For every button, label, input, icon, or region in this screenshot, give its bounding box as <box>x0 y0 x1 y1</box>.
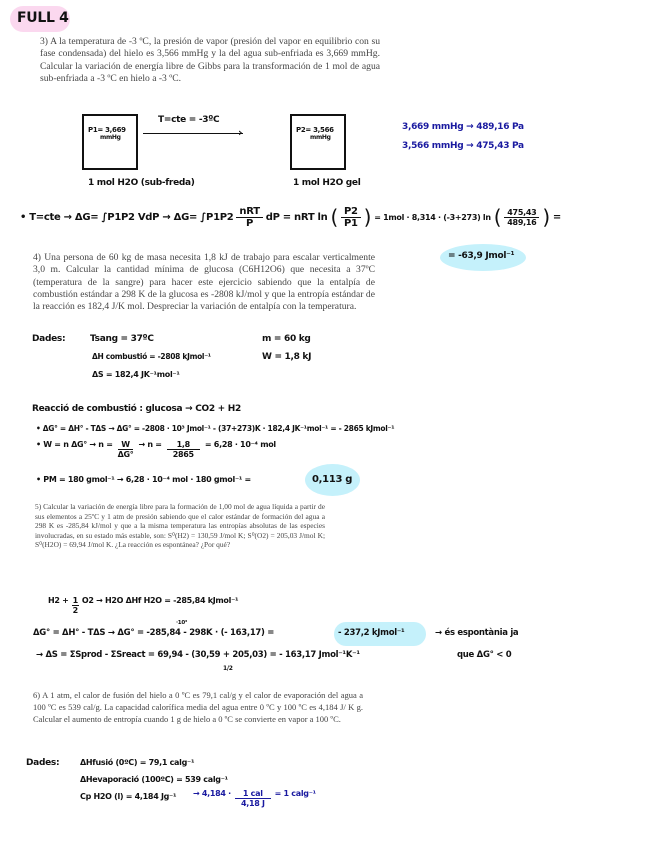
q6-conv-num: 1 cal <box>235 789 271 799</box>
q5-result: - 237,2 kJmol⁻¹ <box>338 628 405 638</box>
eq-equals: = <box>552 211 561 223</box>
box1-pressure: P1= 3,669 <box>88 126 126 134</box>
eq-part-c: = 1mol · 8,314 · (-3+273) ln <box>374 212 491 222</box>
q4-data-1: Tsang = 37ºC <box>90 334 154 344</box>
arrow-label: T=cte = -3ºC <box>158 115 220 125</box>
q5-half-num: 1 <box>72 596 78 605</box>
q4-step-2-c: = 6,28 · 10⁻⁴ mol <box>204 440 276 449</box>
eq-p-den: P1 <box>343 217 358 229</box>
page-title: FULL 4 <box>17 10 69 26</box>
q4-step-2-a: • W = n ΔG° → n = <box>36 440 113 449</box>
box1-unit: mmHg <box>100 134 121 141</box>
q6-dades-label: Dades: <box>26 758 60 768</box>
box1-label: 1 mol H2O (sub-freda) <box>88 178 195 188</box>
q5-conclusion-1: → és espontània ja <box>435 628 519 638</box>
question-5-statement: 5) Calcular la variación de energía libre para la formación de 1,00 mol de agua líquida a partir de sus elementos a 25ºC y 1 atm de presión sabiendo que el calor estándar de formación del agua a 298 K es -285,84 kJ/mol y que a la misma temperatura las entropías absolutas de las especies involucradas, en su estado más estable, son: S⁰(H2) = 130,59 J/mol K; S⁰(O2) = 205,03 J/mol K; S⁰(H2O) = 69,94 J/mol K. ¿La reacción es espontánea? ¿Por qué? <box>35 502 325 550</box>
q3-equation: • T=cte → ΔG= ∫P1P2 VdP → ΔG= ∫P1P2 $\frac{\text{nRT}}{P}$ dP = nRT ln ( $\frac{P2}{P1}$ ) = 1mol · 8,314 · (-3+273) ln ( $\frac{475,43}{489,16}$ ) = <box>20 205 561 229</box>
q4-data-3: ΔS = 182,4 JK⁻¹mol⁻¹ <box>92 370 180 379</box>
q5-reaction-b: O2 → H2O ΔHf H2O = -285,84 kJmol⁻¹ <box>81 596 239 605</box>
q3-result: = -63,9 Jmol⁻¹ <box>448 251 515 261</box>
q5-conclusion-2: que ΔG° < 0 <box>457 650 512 660</box>
eq-v-num: 475,43 <box>504 208 539 218</box>
question-4-statement: 4) Una persona de 60 kg de masa necesita 1,8 kJ de trabajo para escalar verticalmente 3,0 m. Calcular la cantidad mínima de glucosa (C6H12O6) que necesita a 37ºC (temperatura de la sangre) para hacer este ejercicio sabiendo que la entalpía de combustión estándar a 298 K de la glucosa es -2808 kJ/mol y que la entropía estándar de la reacción es 182,4 J/K mol. Despreciar la variación de entalpía con la temperatura. <box>33 252 375 313</box>
eq-v-den: 489,16 <box>507 217 537 227</box>
q4-reaction: Reacció de combustió : glucosa → CO2 + H2 <box>32 404 241 414</box>
q6-conv-a: → 4,184 · <box>193 789 231 798</box>
q5-reaction-a: H2 + <box>48 596 69 605</box>
q5-sup: ·10³ <box>176 620 187 626</box>
eq-part-a: • T=cte → ΔG= ∫P1P2 VdP → ΔG= ∫P1P2 <box>20 211 234 223</box>
q4-result: 0,113 g <box>312 474 353 485</box>
q4-step-3: • PM = 180 gmol⁻¹ → 6,28 · 10⁻⁴ mol · 180 gmol⁻¹ = <box>36 475 251 484</box>
q5-half-den: 2 <box>72 606 78 615</box>
state-box-2 <box>290 114 346 170</box>
conversion-1: 3,669 mmHg → 489,16 Pa <box>402 122 524 132</box>
box2-unit: mmHg <box>310 134 331 141</box>
q4-data-5: W = 1,8 kJ <box>262 352 312 362</box>
q4-frac2-den: 2865 <box>172 450 194 459</box>
q4-step-2 <box>36 440 276 459</box>
box2-pressure: P2= 3,566 <box>296 126 334 134</box>
q4-frac1-num: W <box>118 440 133 450</box>
eq-part-b: dP = nRT ln <box>265 211 328 223</box>
arrow-head-icon: › <box>238 126 243 139</box>
q4-frac1-den: ΔG° <box>117 450 134 459</box>
q5-half-note: 1/2 <box>223 665 233 672</box>
q6-conversion <box>193 789 316 808</box>
q4-step-1: • ΔG° = ΔH° - TΔS → ΔG° = -2808 · 10³ Jmol⁻¹ - (37+273)K · 182,4 JK⁻¹mol⁻¹ = - 2865 kJmol⁻¹ <box>36 424 395 433</box>
eq-frac-den: P <box>246 217 254 229</box>
q6-conv-den: 4,18 J <box>240 799 265 808</box>
q6-data-3: Cp H2O (l) = 4,184 Jg⁻¹ <box>80 792 177 801</box>
question-3-statement: 3) A la temperatura de -3 ºC, la presión de vapor (presión del vapor en equilibrio con su fase condensada) del hielo es 3,566 mmHg y la del agua sub-enfriada es 3,669 mmHg. Calcular la variación de energía libre de Gibbs para la transformación de 1 mol de agua sub-enfriada a -3 ºC en hielo a -3 ºC. <box>40 36 380 84</box>
q4-data-2: ΔH combustió = -2808 kJmol⁻¹ <box>92 352 211 361</box>
q6-conv-b: = 1 calg⁻¹ <box>274 789 316 798</box>
eq-p-num: P2 <box>341 206 361 218</box>
q4-step-2-b: → n = <box>138 440 162 449</box>
q5-reaction <box>48 596 238 615</box>
q4-frac2-num: 1,8 <box>167 440 200 450</box>
q4-data-4: m = 60 kg <box>262 334 311 344</box>
process-arrow <box>143 133 243 134</box>
q5-line-1: ΔG° = ΔH° - TΔS → ΔG° = -285,84 - 298K · (- 163,17) = <box>33 628 275 638</box>
box2-label: 1 mol H2O gel <box>293 178 361 188</box>
eq-frac-num: nRT <box>236 206 262 218</box>
state-box-1 <box>82 114 138 170</box>
q6-data-2: ΔHevaporació (100ºC) = 539 calg⁻¹ <box>80 775 228 784</box>
q4-dades-label: Dades: <box>32 334 66 344</box>
q5-line-2: → ΔS = ΣSprod - ΣSreact = 69,94 - (30,59 + 205,03) = - 163,17 Jmol⁻¹K⁻¹ <box>36 650 360 660</box>
question-6-statement: 6) A 1 atm, el calor de fusión del hielo a 0 ºC es 79,1 cal/g y el calor de evaporación del agua a 100 ºC es 539 cal/g. La capacidad calorífica media del agua entre 0 ºC y 100 ºC es 4,184 J/ K g. Calcular el aumento de entropía cuando 1 g de hielo a 0 ºC se convierte en vapor a 100 ºC. <box>33 690 363 724</box>
q6-data-1: ΔHfusió (0ºC) = 79,1 calg⁻¹ <box>80 758 195 767</box>
conversion-2: 3,566 mmHg → 475,43 Pa <box>402 141 524 151</box>
